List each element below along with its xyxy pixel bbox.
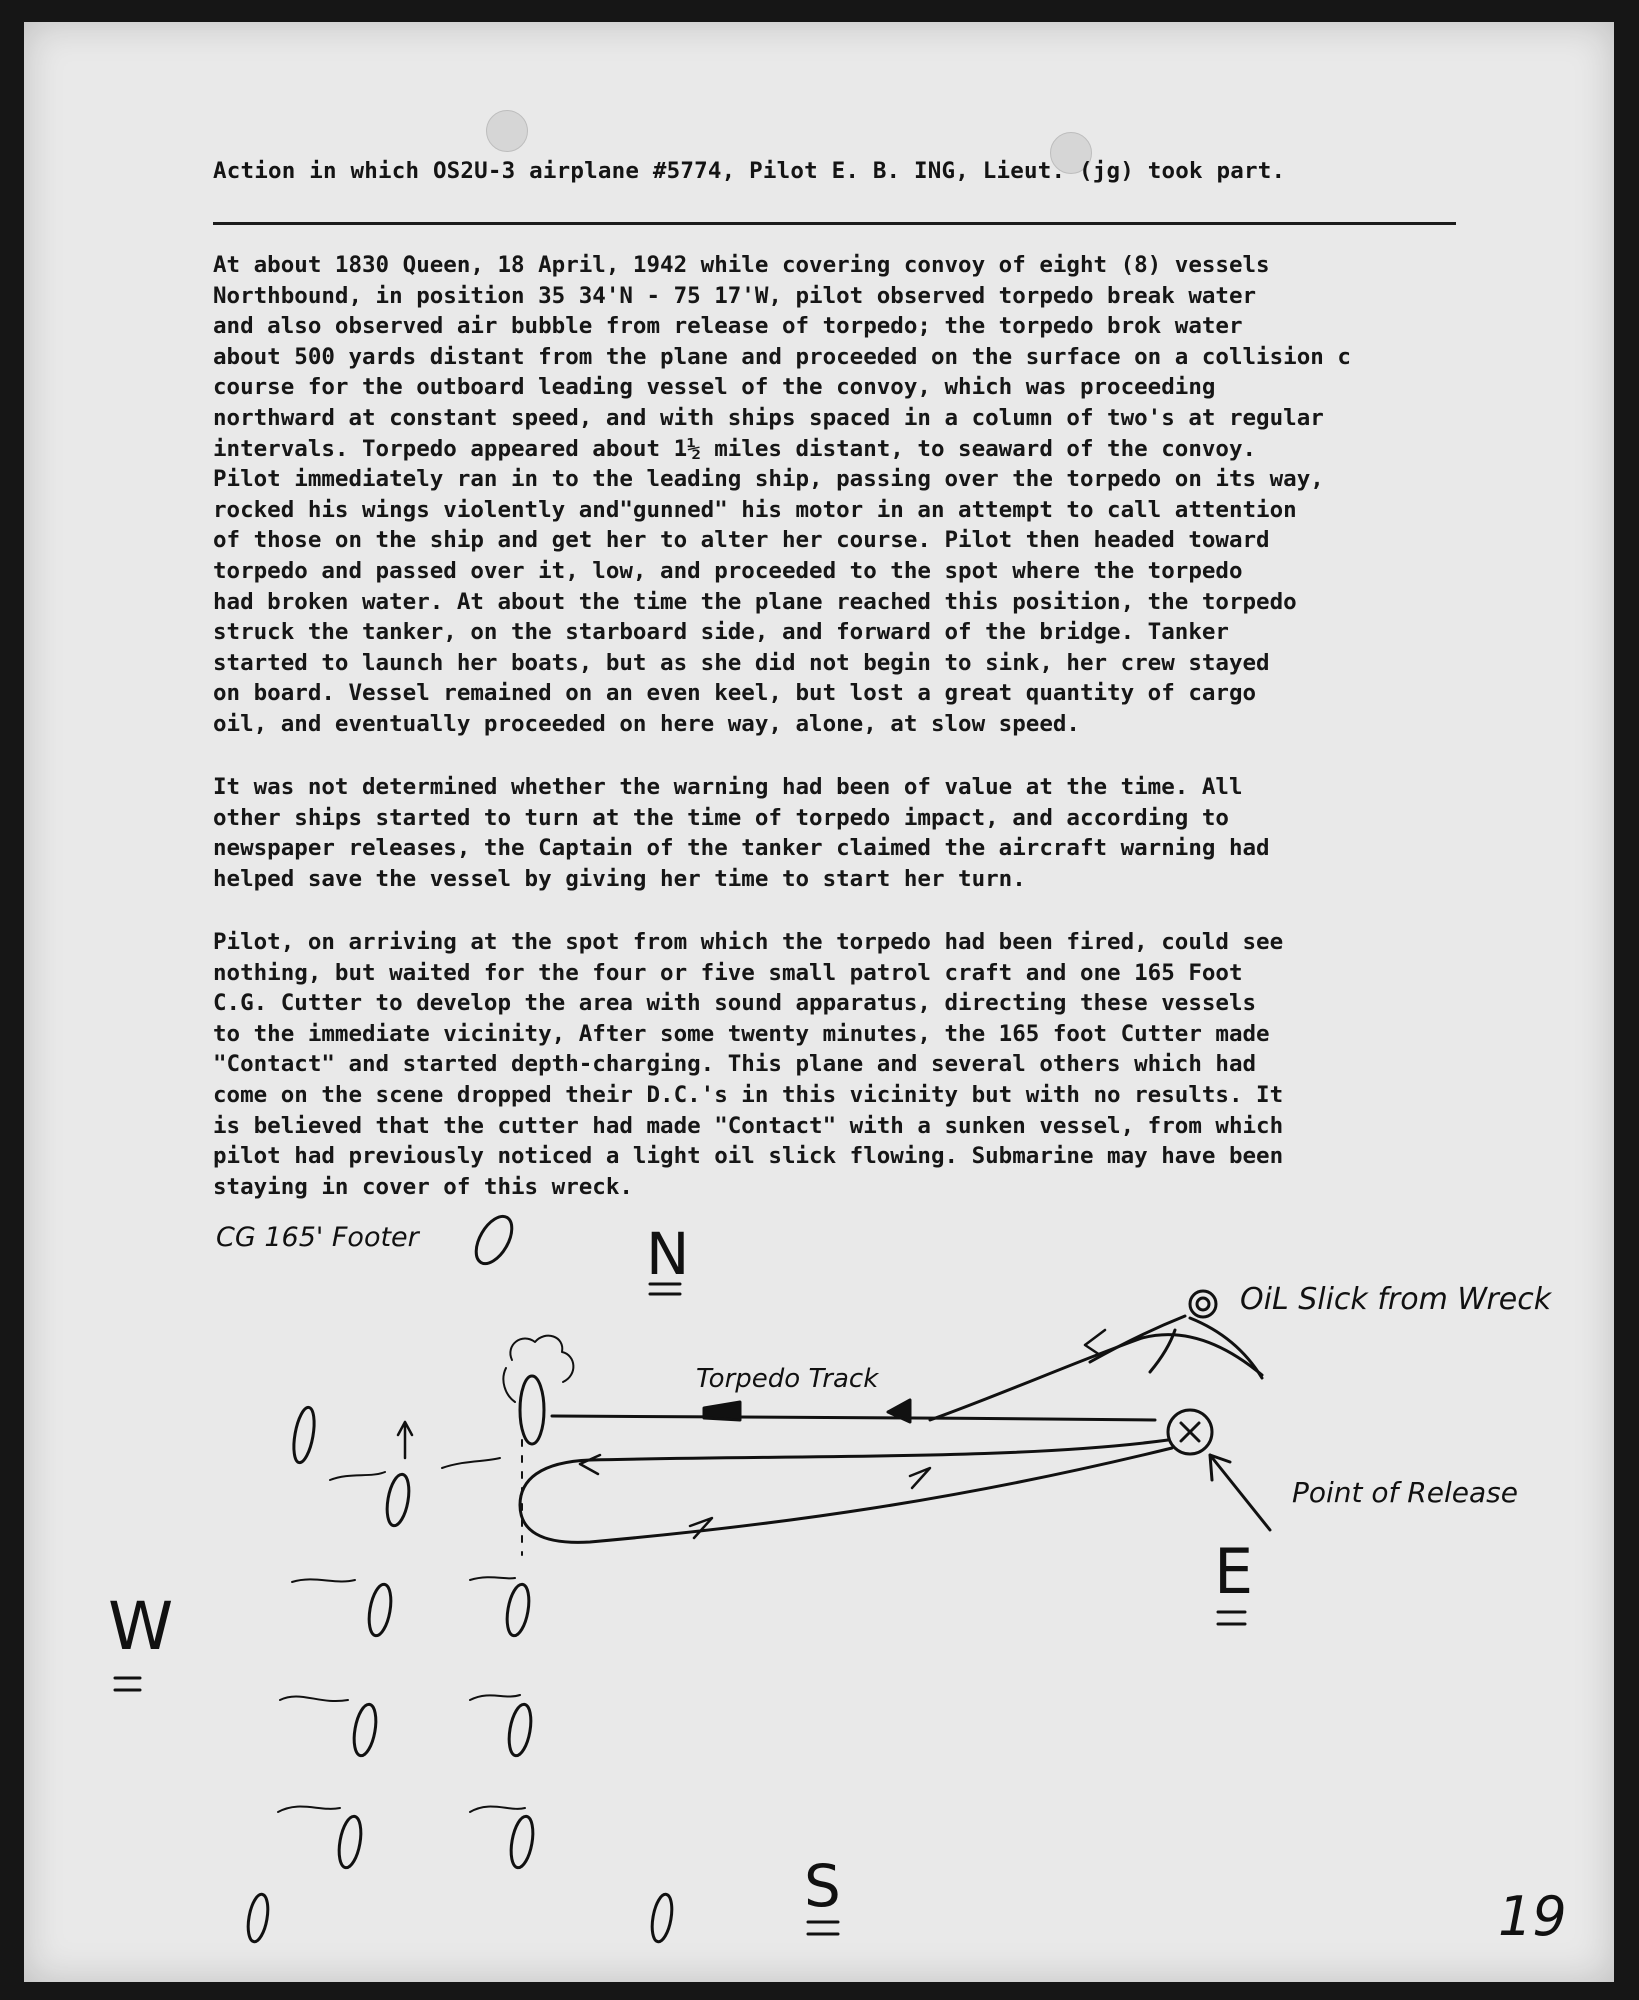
compass-east: E [1214,1535,1254,1608]
release-arrow [1210,1455,1270,1530]
text-line: newspaper releases, the Captain of the tanker claimed the aircraft warning had [213,835,1270,862]
text-line: At about 1830 Queen, 18 April, 1942 while covering convoy of eight (8) vessels [213,252,1270,278]
oil-slick-label: OiL Slick from Wreck [1240,1282,1552,1317]
text-line: helped save the vessel by giving her time to start her turn. [213,865,1026,892]
text-line: C.G. Cutter to develop the area with sound apparatus, directing these vessels [213,990,1257,1017]
text-line: Pilot immediately ran in to the leading ship, passing over the torpedo on its way, [213,466,1324,493]
release-point-label: Point of Release [1292,1476,1518,1509]
text-line: pilot had previously noticed a light oil slick flowing. Submarine may have been [213,1143,1284,1170]
plane-path-upper [930,1335,1262,1420]
document-title: Action in which OS2U-3 airplane #5774, Pilot E. B. ING, Lieut. (jg) took part. [213,158,1286,184]
text-line: on board. Vessel remained on an even keel, but lost a great quantity of cargo [213,680,1257,707]
compass-north: N [646,1220,690,1288]
plane-path-loop [520,1440,1172,1542]
text-line: struck the tanker, on the starboard side, and forward of the bridge. Tanker [213,619,1229,646]
text-line: of those on the ship and get her to alter her course. Pilot then headed toward [213,527,1270,554]
cutter-label: CG 165' Footer [216,1222,419,1253]
text-line: nothing, but waited for the four or five small patrol craft and one 165 Foot [213,959,1243,986]
text-line: torpedo and passed over it, low, and proceeded to the spot where the torpedo [213,557,1243,584]
text-line: Northbound, in position 35 34'N - 75 17'W, pilot observed torpedo break water [213,282,1257,309]
text-line: oil, and eventually proceeded on here way, alone, at slow speed. [213,710,1080,737]
page-number: 19 [1498,1885,1567,1948]
convoy-ships [245,1406,675,1943]
torpedo-arrow-1 [704,1402,740,1420]
cutter-shape [469,1210,519,1269]
leading-tanker [503,1336,573,1444]
text-line: had broken water. At about the time the plane reached this position, the torpedo [213,588,1297,615]
text-line: about 500 yards distant from the plane and proceeded on the surface on a collision c [213,343,1351,370]
text-line: "Contact" and started depth-charging. This plane and several others which had [213,1051,1257,1078]
text-line: is believed that the cutter had made "Contact" with a sunken vessel, from which [213,1112,1284,1139]
torpedo-track-label: Torpedo Track [696,1364,879,1394]
text-line: It was not determined whether the warning had been of value at the time. All [213,774,1243,800]
compass-south: S [804,1852,841,1920]
text-line: to the immediate vicinity, After some twenty minutes, the 165 foot Cutter made [213,1020,1270,1047]
text-line: Pilot, on arriving at the spot from which the torpedo had been fired, could see [213,929,1284,955]
text-line: course for the outboard leading vessel of the convoy, which was proceeding [213,374,1216,401]
text-line: staying in cover of this wreck. [213,1173,633,1200]
release-x [1181,1423,1199,1441]
text-line: intervals. Torpedo appeared about 1½ miles distant, to seaward of the convoy. [213,435,1257,462]
text-line: rocked his wings violently and"gunned" his motor in an attempt to call attention [213,496,1297,523]
text-line: other ships started to turn at the time of torpedo impact, and according to [213,804,1229,831]
text-line: started to launch her boats, but as she did not begin to sink, her crew stayed [213,649,1270,676]
torpedo-track [552,1416,1155,1420]
text-line: come on the scene dropped their D.C.'s in this vicinity but with no results. It [213,1081,1284,1108]
text-line: northward at constant speed, and with ships spaced in a column of two's at regular [213,404,1324,431]
compass-west: W [108,1588,174,1665]
text-line: and also observed air bubble from release of torpedo; the torpedo brok water [213,313,1243,340]
